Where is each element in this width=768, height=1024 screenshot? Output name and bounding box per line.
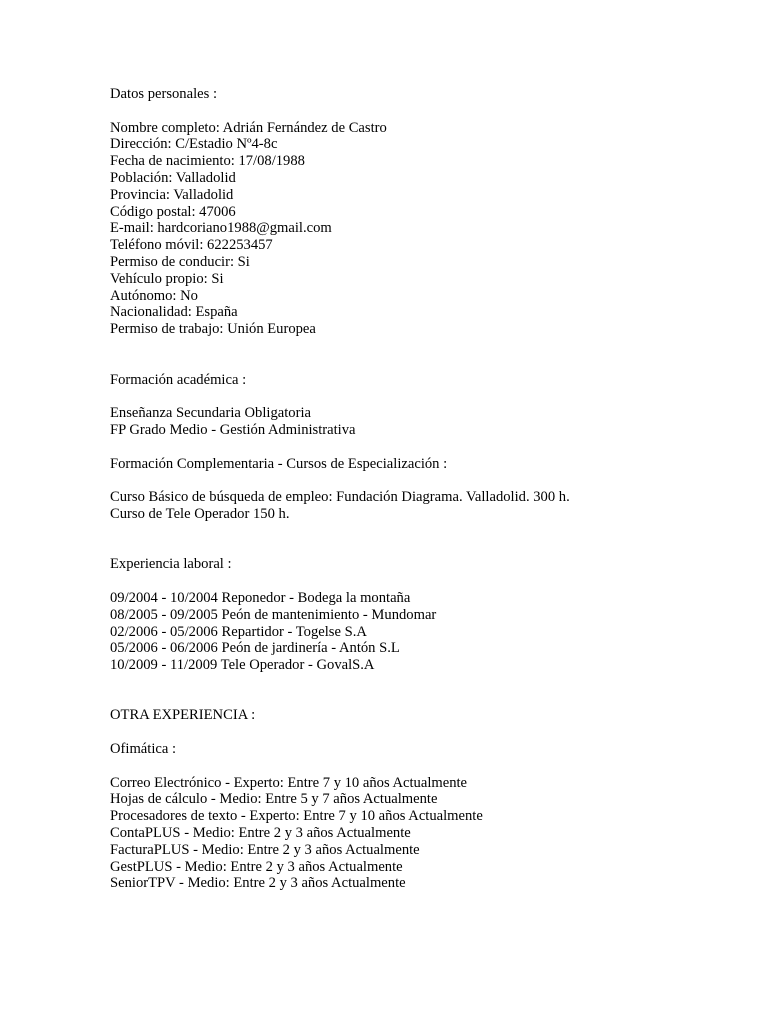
skill-item: Hojas de cálculo - Medio: Entre 5 y 7 años Actualmente xyxy=(110,791,438,808)
course-item: Curso Básico de búsqueda de empleo: Fundación Diagrama. Valladolid. 300 h. xyxy=(110,489,570,506)
academic-item: Enseñanza Secundaria Obligatoria xyxy=(110,405,311,422)
section-heading-complementary: Formación Complementaria - Cursos de Especialización : xyxy=(110,455,448,472)
personal-self-employed: Autónomo: No xyxy=(110,287,198,304)
personal-province: Provincia: Valladolid xyxy=(110,186,234,203)
academic-item: FP Grado Medio - Gestión Administrativa xyxy=(110,421,356,438)
spacer xyxy=(110,388,750,405)
personal-mobile-phone: Teléfono móvil: 622253457 xyxy=(110,237,273,254)
personal-nationality: Nacionalidad: España xyxy=(110,304,238,321)
skill-item: ContaPLUS - Medio: Entre 2 y 3 años Actualmente xyxy=(110,825,411,842)
spacer xyxy=(110,758,750,775)
spacer xyxy=(110,674,750,708)
section-complementary xyxy=(110,456,750,523)
personal-driving-license: Permiso de conducir: Si xyxy=(110,253,250,270)
skill-item: Correo Electrónico - Experto: Entre 7 y 10 años Actualmente xyxy=(110,774,468,791)
job-item: 05/2006 - 06/2006 Peón de jardinería - Antón S.L xyxy=(110,640,400,657)
section-personal xyxy=(110,86,750,338)
job-item: 08/2005 - 09/2005 Peón de mantenimiento - Mundomar xyxy=(110,606,437,623)
skill-item: GestPLUS - Medio: Entre 2 y 3 años Actualmente xyxy=(110,858,403,875)
personal-own-vehicle: Vehículo propio: Si xyxy=(110,270,224,287)
personal-full-name: Nombre completo: Adrián Fernández de Castro xyxy=(110,119,387,136)
spacer xyxy=(110,103,750,120)
section-academic xyxy=(110,372,750,439)
spacer xyxy=(110,338,750,372)
skill-item: SeniorTPV - Medio: Entre 2 y 3 años Actualmente xyxy=(110,875,406,892)
job-item: 02/2006 - 05/2006 Repartidor - Togelse S.A xyxy=(110,623,367,640)
section-heading-personal: Datos personales : xyxy=(110,86,217,102)
skill-item: Procesadores de texto - Experto: Entre 7 y 10 años Actualmente xyxy=(110,808,483,825)
personal-postal-code: Código postal: 47006 xyxy=(110,203,236,220)
section-heading-other-experience: OTRA EXPERIENCIA : xyxy=(110,707,256,724)
spacer xyxy=(110,523,750,557)
spacer xyxy=(110,472,750,489)
personal-email: E-mail: hardcoriano1988@gmail.com xyxy=(110,220,332,237)
course-item: Curso de Tele Operador 150 h. xyxy=(110,505,290,522)
skill-item: FacturaPLUS - Medio: Entre 2 y 3 años Actualmente xyxy=(110,841,420,858)
document-page xyxy=(110,86,750,892)
personal-work-permit: Permiso de trabajo: Unión Europea xyxy=(110,321,316,338)
section-heading-experience: Experiencia laboral : xyxy=(110,556,232,573)
spacer xyxy=(110,573,750,590)
section-heading-academic: Formación académica : xyxy=(110,371,247,388)
personal-address: Dirección: C/Estadio Nº4-8c xyxy=(110,136,278,153)
job-item: 10/2009 - 11/2009 Tele Operador - GovalS.A xyxy=(110,657,375,674)
spacer xyxy=(110,724,750,741)
subheading-office-software: Ofimática : xyxy=(110,741,177,758)
job-item: 09/2004 - 10/2004 Reponedor - Bodega la montaña xyxy=(110,589,411,606)
spacer xyxy=(110,439,750,456)
section-other-experience xyxy=(110,707,750,892)
personal-birth-date: Fecha de nacimiento: 17/08/1988 xyxy=(110,153,305,170)
section-experience xyxy=(110,556,750,674)
personal-town: Población: Valladolid xyxy=(110,169,236,186)
